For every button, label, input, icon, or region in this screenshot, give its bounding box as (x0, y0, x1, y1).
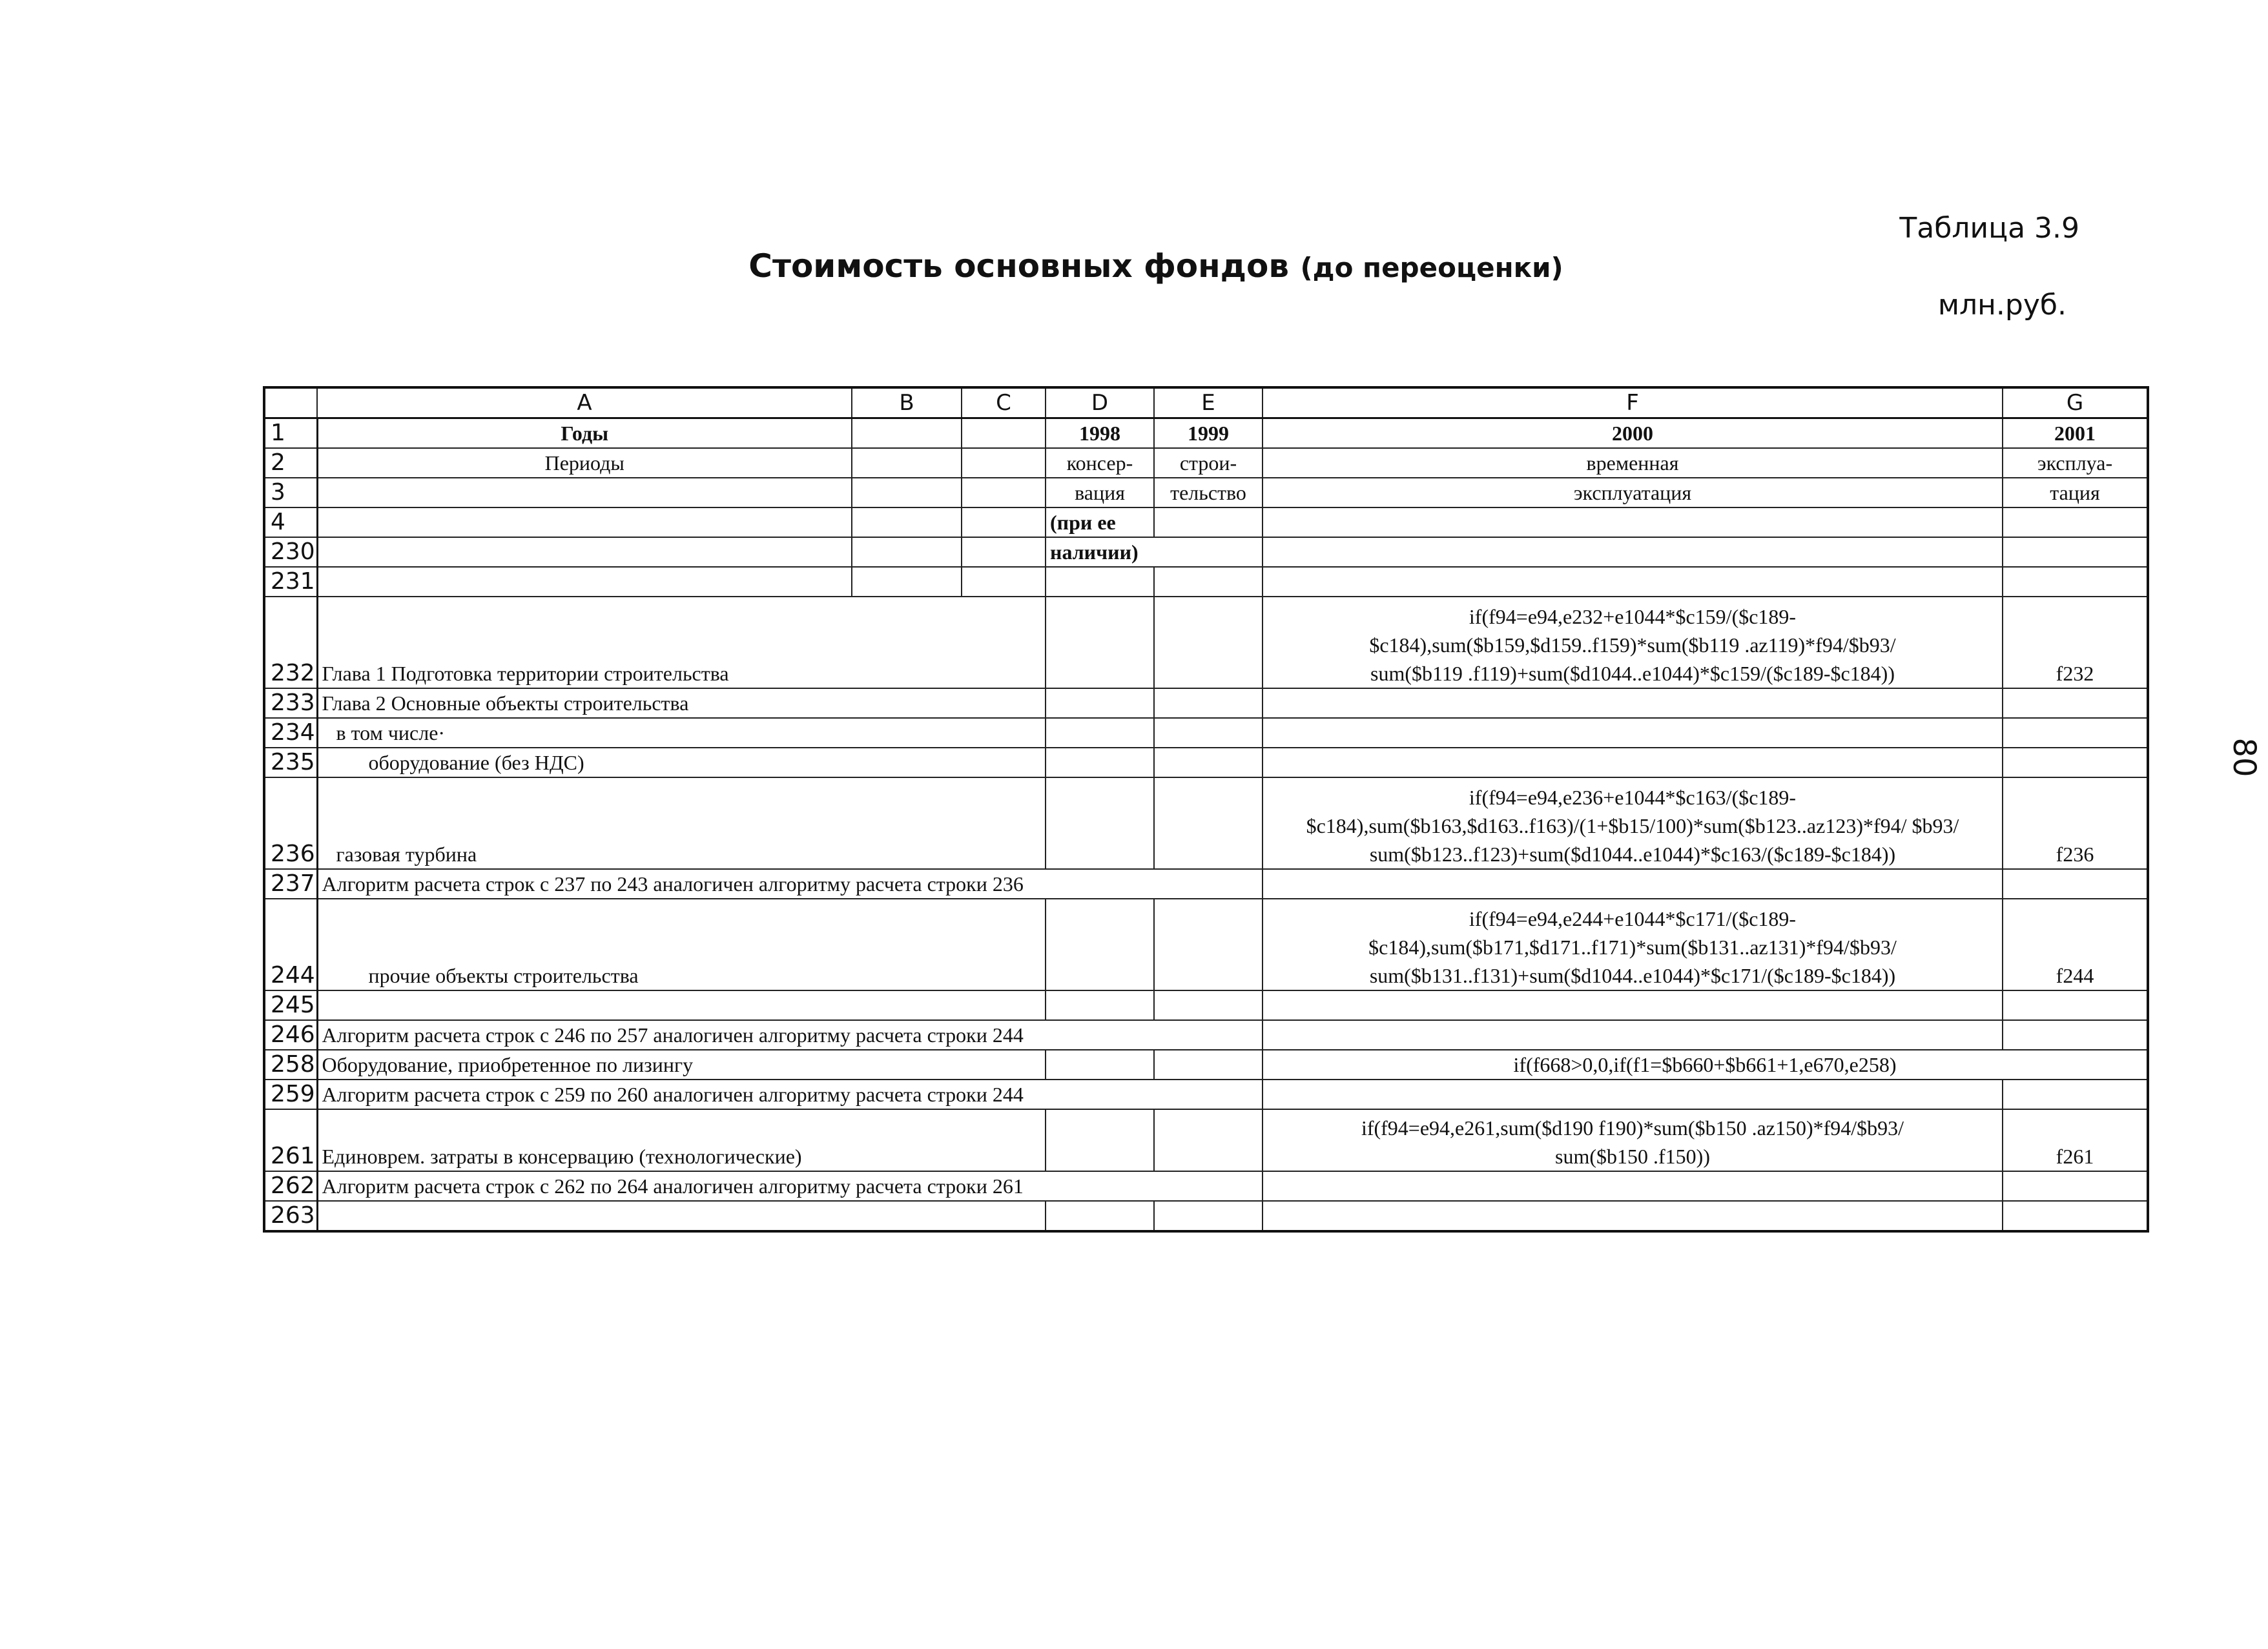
cell-d[interactable] (1046, 567, 1154, 597)
title-note: (до переоценки) (1300, 252, 1563, 283)
units-label: млн.руб. (1937, 289, 2067, 322)
row-number[interactable]: 233 (264, 688, 317, 718)
row-number[interactable]: 2 (264, 448, 317, 478)
cell-g[interactable] (2003, 1080, 2148, 1109)
cell-g[interactable]: f244 (2003, 899, 2148, 990)
formula-line: sum($b150 .f150)) (1555, 1145, 1710, 1168)
title-main: Стоимость основных фондов (748, 247, 1290, 285)
page-title (743, 247, 1569, 285)
cell-a[interactable]: Глава 2 Основные объекты строительства (317, 688, 1046, 718)
cell-g[interactable]: 2001 (2003, 418, 2148, 449)
cell-e[interactable] (1154, 597, 1263, 688)
row-number[interactable]: 1 (264, 418, 317, 449)
cell-f[interactable]: эксплуатация (1263, 478, 2003, 507)
formula-line: if(f94=e94,e261,sum($d190 f190)*sum($b150 .az150)*f94/$b93/ (1361, 1116, 1904, 1140)
column-header-f[interactable]: F (1263, 387, 2003, 418)
table-row (264, 869, 2148, 899)
row-number[interactable]: 246 (264, 1020, 317, 1050)
cell-c[interactable] (962, 448, 1046, 478)
cell-g[interactable]: f236 (2003, 777, 2148, 869)
formula-line: sum($b131..f131)+sum($d1044..e1044)*$c171/($c189-$c184)) (1369, 964, 1896, 987)
table-row (264, 1050, 2148, 1080)
formula-cell-f[interactable] (1263, 1109, 2003, 1171)
column-header-a[interactable]: A (317, 387, 852, 418)
formula-cell-f[interactable] (1263, 899, 2003, 990)
cell-a[interactable]: Глава 1 Подготовка территории строительства (317, 597, 1046, 688)
cell-e[interactable] (1154, 507, 1263, 537)
cell-d[interactable] (1046, 1109, 1154, 1171)
cell-b[interactable] (852, 448, 962, 478)
cell-f[interactable]: 2000 (1263, 418, 2003, 449)
cell-g[interactable] (2003, 1201, 2148, 1231)
cell-g[interactable] (2003, 688, 2148, 718)
cell-a[interactable]: Оборудование, приобретенное по лизингу (317, 1050, 1046, 1080)
formula-cell-f[interactable] (1263, 777, 2003, 869)
cell-f[interactable] (1263, 990, 2003, 1020)
cell-g[interactable] (2003, 718, 2148, 748)
table-row (264, 990, 2148, 1020)
row-number[interactable]: 3 (264, 478, 317, 507)
cell-g[interactable] (2003, 1171, 2148, 1201)
table-row (264, 748, 2148, 777)
cell-a[interactable]: Алгоритм расчета строк с 259 по 260 аналогичен алгоритму расчета строки 244 (317, 1080, 1263, 1109)
cell-b[interactable] (852, 478, 962, 507)
row-number[interactable]: 258 (264, 1050, 317, 1080)
cell-g[interactable] (2003, 537, 2148, 567)
cell-d[interactable] (1046, 1050, 1154, 1080)
formula-line: $c184),sum($b171,$d171..f171)*sum($b131..az131)*f94/$b93/ (1368, 936, 1897, 959)
spreadsheet-table (263, 386, 2149, 1233)
table-row (264, 688, 2148, 718)
cell-g[interactable]: эксплуа- (2003, 448, 2148, 478)
row-number[interactable]: 259 (264, 1080, 317, 1109)
cell-f[interactable] (1263, 507, 2003, 537)
cell-a[interactable]: Периоды (317, 448, 852, 478)
row-number[interactable]: 245 (264, 990, 317, 1020)
formula-line: sum($b119 .f119)+sum($d1044..e1044)*$c159/($c189-$c184)) (1370, 662, 1895, 685)
column-header-e[interactable]: E (1154, 387, 1263, 418)
cell-a[interactable]: Алгоритм расчета строк с 237 по 243 аналогичен алгоритму расчета строки 236 (317, 869, 1263, 899)
cell-g[interactable] (2003, 990, 2148, 1020)
cell-b[interactable] (852, 567, 962, 597)
cell-e[interactable] (1154, 777, 1263, 869)
cell-d[interactable] (1046, 899, 1154, 990)
table-row (264, 507, 2148, 537)
column-header-c[interactable]: C (962, 387, 1046, 418)
table-row (264, 418, 2148, 449)
cell-a[interactable]: Годы (317, 418, 852, 449)
cell-a[interactable]: Единоврем. затраты в консервацию (технологические) (317, 1109, 1046, 1171)
cell-f[interactable] (1263, 869, 2003, 899)
cell-e[interactable] (1154, 718, 1263, 748)
cell-f[interactable] (1263, 537, 2003, 567)
cell-e[interactable]: строи- (1154, 448, 1263, 478)
cell-d[interactable] (1046, 777, 1154, 869)
row-number[interactable]: 236 (264, 777, 317, 869)
formula-line: if(f94=e94,e232+e1044*$c159/($c189- (1469, 605, 1797, 628)
cell-e[interactable]: 1999 (1154, 418, 1263, 449)
cell-d[interactable]: вация (1046, 478, 1154, 507)
cell-d[interactable] (1046, 688, 1154, 718)
cell-e[interactable] (1154, 567, 1263, 597)
cell-c[interactable] (962, 478, 1046, 507)
table-row (264, 1080, 2148, 1109)
cell-a[interactable]: газовая турбина (317, 777, 1046, 869)
cell-d[interactable] (1046, 1201, 1154, 1231)
page-number: 80 (2226, 737, 2262, 777)
cell-g[interactable] (2003, 1020, 2148, 1050)
formula-line: if(f94=e94,e236+e1044*$c163/($c189- (1469, 786, 1797, 809)
cell-c[interactable] (962, 418, 1046, 449)
table-row (264, 718, 2148, 748)
row-number[interactable]: 261 (264, 1109, 317, 1171)
table-row (264, 478, 2148, 507)
cell-g[interactable] (2003, 748, 2148, 777)
cell-e[interactable] (1154, 899, 1263, 990)
cell-d[interactable] (1046, 748, 1154, 777)
table-row (264, 448, 2148, 478)
row-number[interactable]: 232 (264, 597, 317, 688)
cell-d[interactable] (1046, 597, 1154, 688)
cell-f[interactable] (1263, 1080, 2003, 1109)
cell-a[interactable]: Алгоритм расчета строк с 246 по 257 аналогичен алгоритму расчета строки 244 (317, 1020, 1263, 1050)
table-row (264, 537, 2148, 567)
cell-a[interactable] (317, 507, 852, 537)
column-header-b[interactable]: B (852, 387, 962, 418)
cell-d[interactable] (1046, 990, 1154, 1020)
cell-a[interactable]: прочие объекты строительства (317, 899, 1046, 990)
formula-line: if(f94=e94,e244+e1044*$c171/($c189- (1469, 907, 1797, 930)
formula-cell-f[interactable] (1263, 597, 2003, 688)
cell-f[interactable] (1263, 567, 2003, 597)
cell-a[interactable]: в том числе· (317, 718, 1046, 748)
cell-c[interactable] (962, 507, 1046, 537)
cell-a[interactable] (317, 990, 1046, 1020)
cell-e[interactable]: тельство (1154, 478, 1263, 507)
cell-e[interactable] (1154, 1050, 1263, 1080)
formula-line: $c184),sum($b163,$d163..f163)/(1+$b15/100)*sum($b123..az123)*f94/ $b93/ (1306, 814, 1959, 837)
cell-f[interactable] (1263, 1171, 2003, 1201)
table-row (264, 1109, 2148, 1171)
cell-g[interactable] (2003, 567, 2148, 597)
formula-line: $c184),sum($b159,$d159..f159)*sum($b119 .az119)*f94/$b93/ (1369, 633, 1896, 657)
row-number[interactable]: 244 (264, 899, 317, 990)
table-label: Таблица 3.9 (1899, 212, 2079, 245)
cell-a[interactable]: оборудование (без НДС) (317, 748, 1046, 777)
cell-d[interactable]: (при ее (1046, 507, 1154, 537)
column-header-row (264, 387, 2148, 418)
corner-cell (264, 387, 317, 418)
cell-c[interactable] (962, 567, 1046, 597)
cell-f[interactable] (1263, 718, 2003, 748)
formula-line: sum($b123..f123)+sum($d1044..e1044)*$c163/($c189-$c184)) (1369, 843, 1896, 866)
table-row (264, 1020, 2148, 1050)
cell-e[interactable] (1154, 1201, 1263, 1231)
table-row (264, 1171, 2148, 1201)
cell-d[interactable] (1046, 718, 1154, 748)
cell-d[interactable]: 1998 (1046, 418, 1154, 449)
cell-e[interactable] (1154, 688, 1263, 718)
cell-f[interactable] (1263, 688, 2003, 718)
row-number[interactable]: 237 (264, 869, 317, 899)
cell-a[interactable] (317, 478, 852, 507)
row-number[interactable]: 235 (264, 748, 317, 777)
cell-d[interactable]: наличии) (1046, 537, 1263, 567)
row-number[interactable]: 234 (264, 718, 317, 748)
cell-e[interactable] (1154, 990, 1263, 1020)
cell-b[interactable] (852, 537, 962, 567)
row-number[interactable]: 4 (264, 507, 317, 537)
column-header-d[interactable]: D (1046, 387, 1154, 418)
table-row (264, 777, 2148, 869)
cell-e[interactable] (1154, 1109, 1263, 1171)
cell-b[interactable] (852, 418, 962, 449)
row-number[interactable]: 231 (264, 567, 317, 597)
cell-f[interactable]: if(f668>0,0,if(f1=$b660+$b661+1,e670,e258) (1263, 1050, 2148, 1080)
cell-a[interactable] (317, 537, 852, 567)
cell-g[interactable]: тация (2003, 478, 2148, 507)
cell-g[interactable] (2003, 507, 2148, 537)
cell-e[interactable] (1154, 748, 1263, 777)
table-row (264, 597, 2148, 688)
cell-f[interactable]: временная (1263, 448, 2003, 478)
row-number[interactable]: 230 (264, 537, 317, 567)
cell-d[interactable]: консер- (1046, 448, 1154, 478)
cell-b[interactable] (852, 507, 962, 537)
cell-f[interactable] (1263, 748, 2003, 777)
table-row (264, 567, 2148, 597)
row-number[interactable]: 263 (264, 1201, 317, 1231)
table-row (264, 899, 2148, 990)
cell-g[interactable]: f261 (2003, 1109, 2148, 1171)
cell-g[interactable]: f232 (2003, 597, 2148, 688)
column-header-g[interactable]: G (2003, 387, 2148, 418)
cell-f[interactable] (1263, 1020, 2003, 1050)
cell-f[interactable] (1263, 1201, 2003, 1231)
cell-a[interactable] (317, 1201, 1046, 1231)
cell-c[interactable] (962, 537, 1046, 567)
table-row (264, 1201, 2148, 1231)
cell-a[interactable]: Алгоритм расчета строк с 262 по 264 аналогичен алгоритму расчета строки 261 (317, 1171, 1263, 1201)
cell-a[interactable] (317, 567, 852, 597)
row-number[interactable]: 262 (264, 1171, 317, 1201)
cell-g[interactable] (2003, 869, 2148, 899)
